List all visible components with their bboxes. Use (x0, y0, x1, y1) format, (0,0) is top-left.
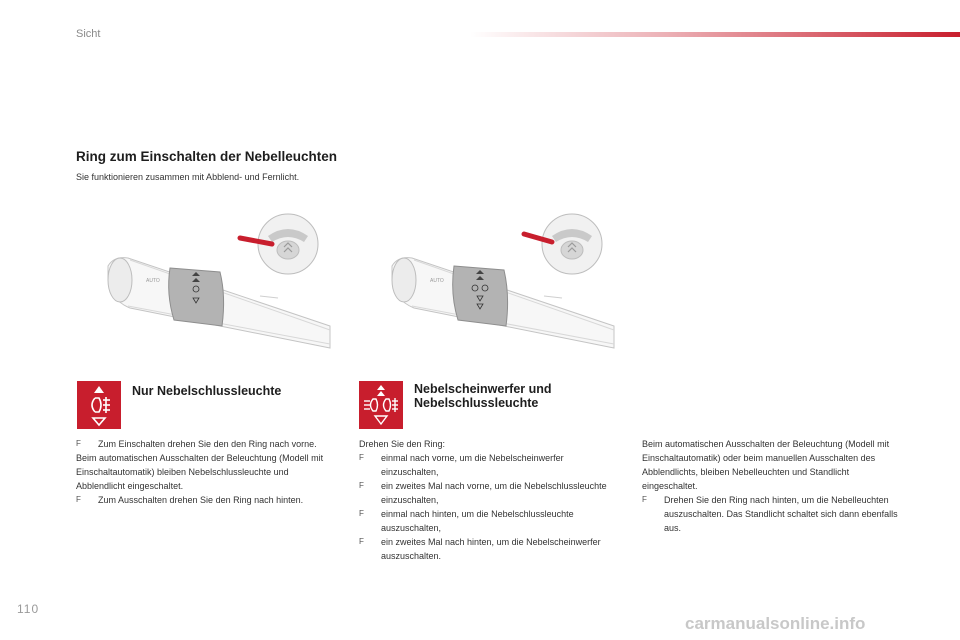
ring-label-auto: AUTO (430, 278, 444, 284)
bullet-marker: F (359, 509, 364, 518)
list-item: Beim automatischen Ausschalten der Beleuchtung (Modell mit Einschaltautomatik) oder beim manuellen Ausschalten des Abblendlichts, bleiben Nebelleuchten und Standlicht eingeschaltet. (642, 439, 890, 491)
list-item: F einmal nach hinten, um die Nebelschlussleuchte auszuschalten, (359, 509, 574, 533)
bullet-marker: F (76, 439, 81, 448)
section-title-rear-fog: Nur Nebelschlussleuchte (132, 384, 282, 398)
section-title-front-rear-fog: Nebelscheinwerfer und Nebelschlussleuchte (414, 382, 552, 410)
bullet-marker: F (76, 495, 81, 504)
ring-label-auto: AUTO (146, 278, 160, 284)
page-number: 110 (17, 602, 40, 616)
instructions-front-rear-fog (359, 437, 619, 563)
light-stalk-illustration (384, 208, 624, 358)
light-stalk-illustration (100, 208, 340, 358)
header-accent-bar (470, 32, 960, 37)
list-item: F ein zweites Mal nach vorne, um die Nebelschlussleuchte einzuschalten, (359, 481, 607, 505)
front-and-rear-fog-light-icon (359, 381, 403, 429)
bullet-marker: F (642, 495, 647, 504)
page-title: Ring zum Einschalten der Nebelleuchten (76, 149, 338, 164)
light-stalk-illustration-rear-fog (100, 208, 340, 358)
watermark: carmanualsonline.info (685, 614, 866, 633)
section-label: Sicht (76, 28, 101, 40)
list-item: Beim automatischen Ausschalten der Beleuchtung (Modell mit Einschaltautomatik) bleiben Nebelschlussleuchte und Abblendlicht eingeschaltet. (76, 453, 324, 491)
intro-text: Sie funktionieren zusammen mit Abblend- und Fernlicht. (76, 172, 300, 182)
instructions-auto-off (642, 437, 904, 535)
bullet-marker: F (359, 481, 364, 490)
list-item: F Drehen Sie den Ring nach hinten, um die Nebelleuchten auszuschalten. Das Standlicht schaltet sich dann ebenfalls aus. (642, 495, 898, 533)
bullet-marker: F (359, 537, 364, 546)
list-item: F Zum Einschalten drehen Sie den den Ring nach vorne. (76, 439, 317, 449)
list-item: F Zum Ausschalten drehen Sie den Ring nach hinten. (76, 495, 304, 505)
instructions-rear-fog (76, 437, 336, 507)
list-item: F ein zweites Mal nach hinten, um die Nebelscheinwerfer auszuschalten. (359, 537, 601, 561)
list-item: F einmal nach vorne, um die Nebelscheinwerfer einzuschalten, (359, 453, 564, 477)
bullet-marker: F (359, 453, 364, 462)
rear-fog-light-icon (77, 381, 121, 429)
list-item: Drehen Sie den Ring: (359, 439, 446, 449)
light-stalk-illustration-front-rear-fog (384, 208, 624, 358)
